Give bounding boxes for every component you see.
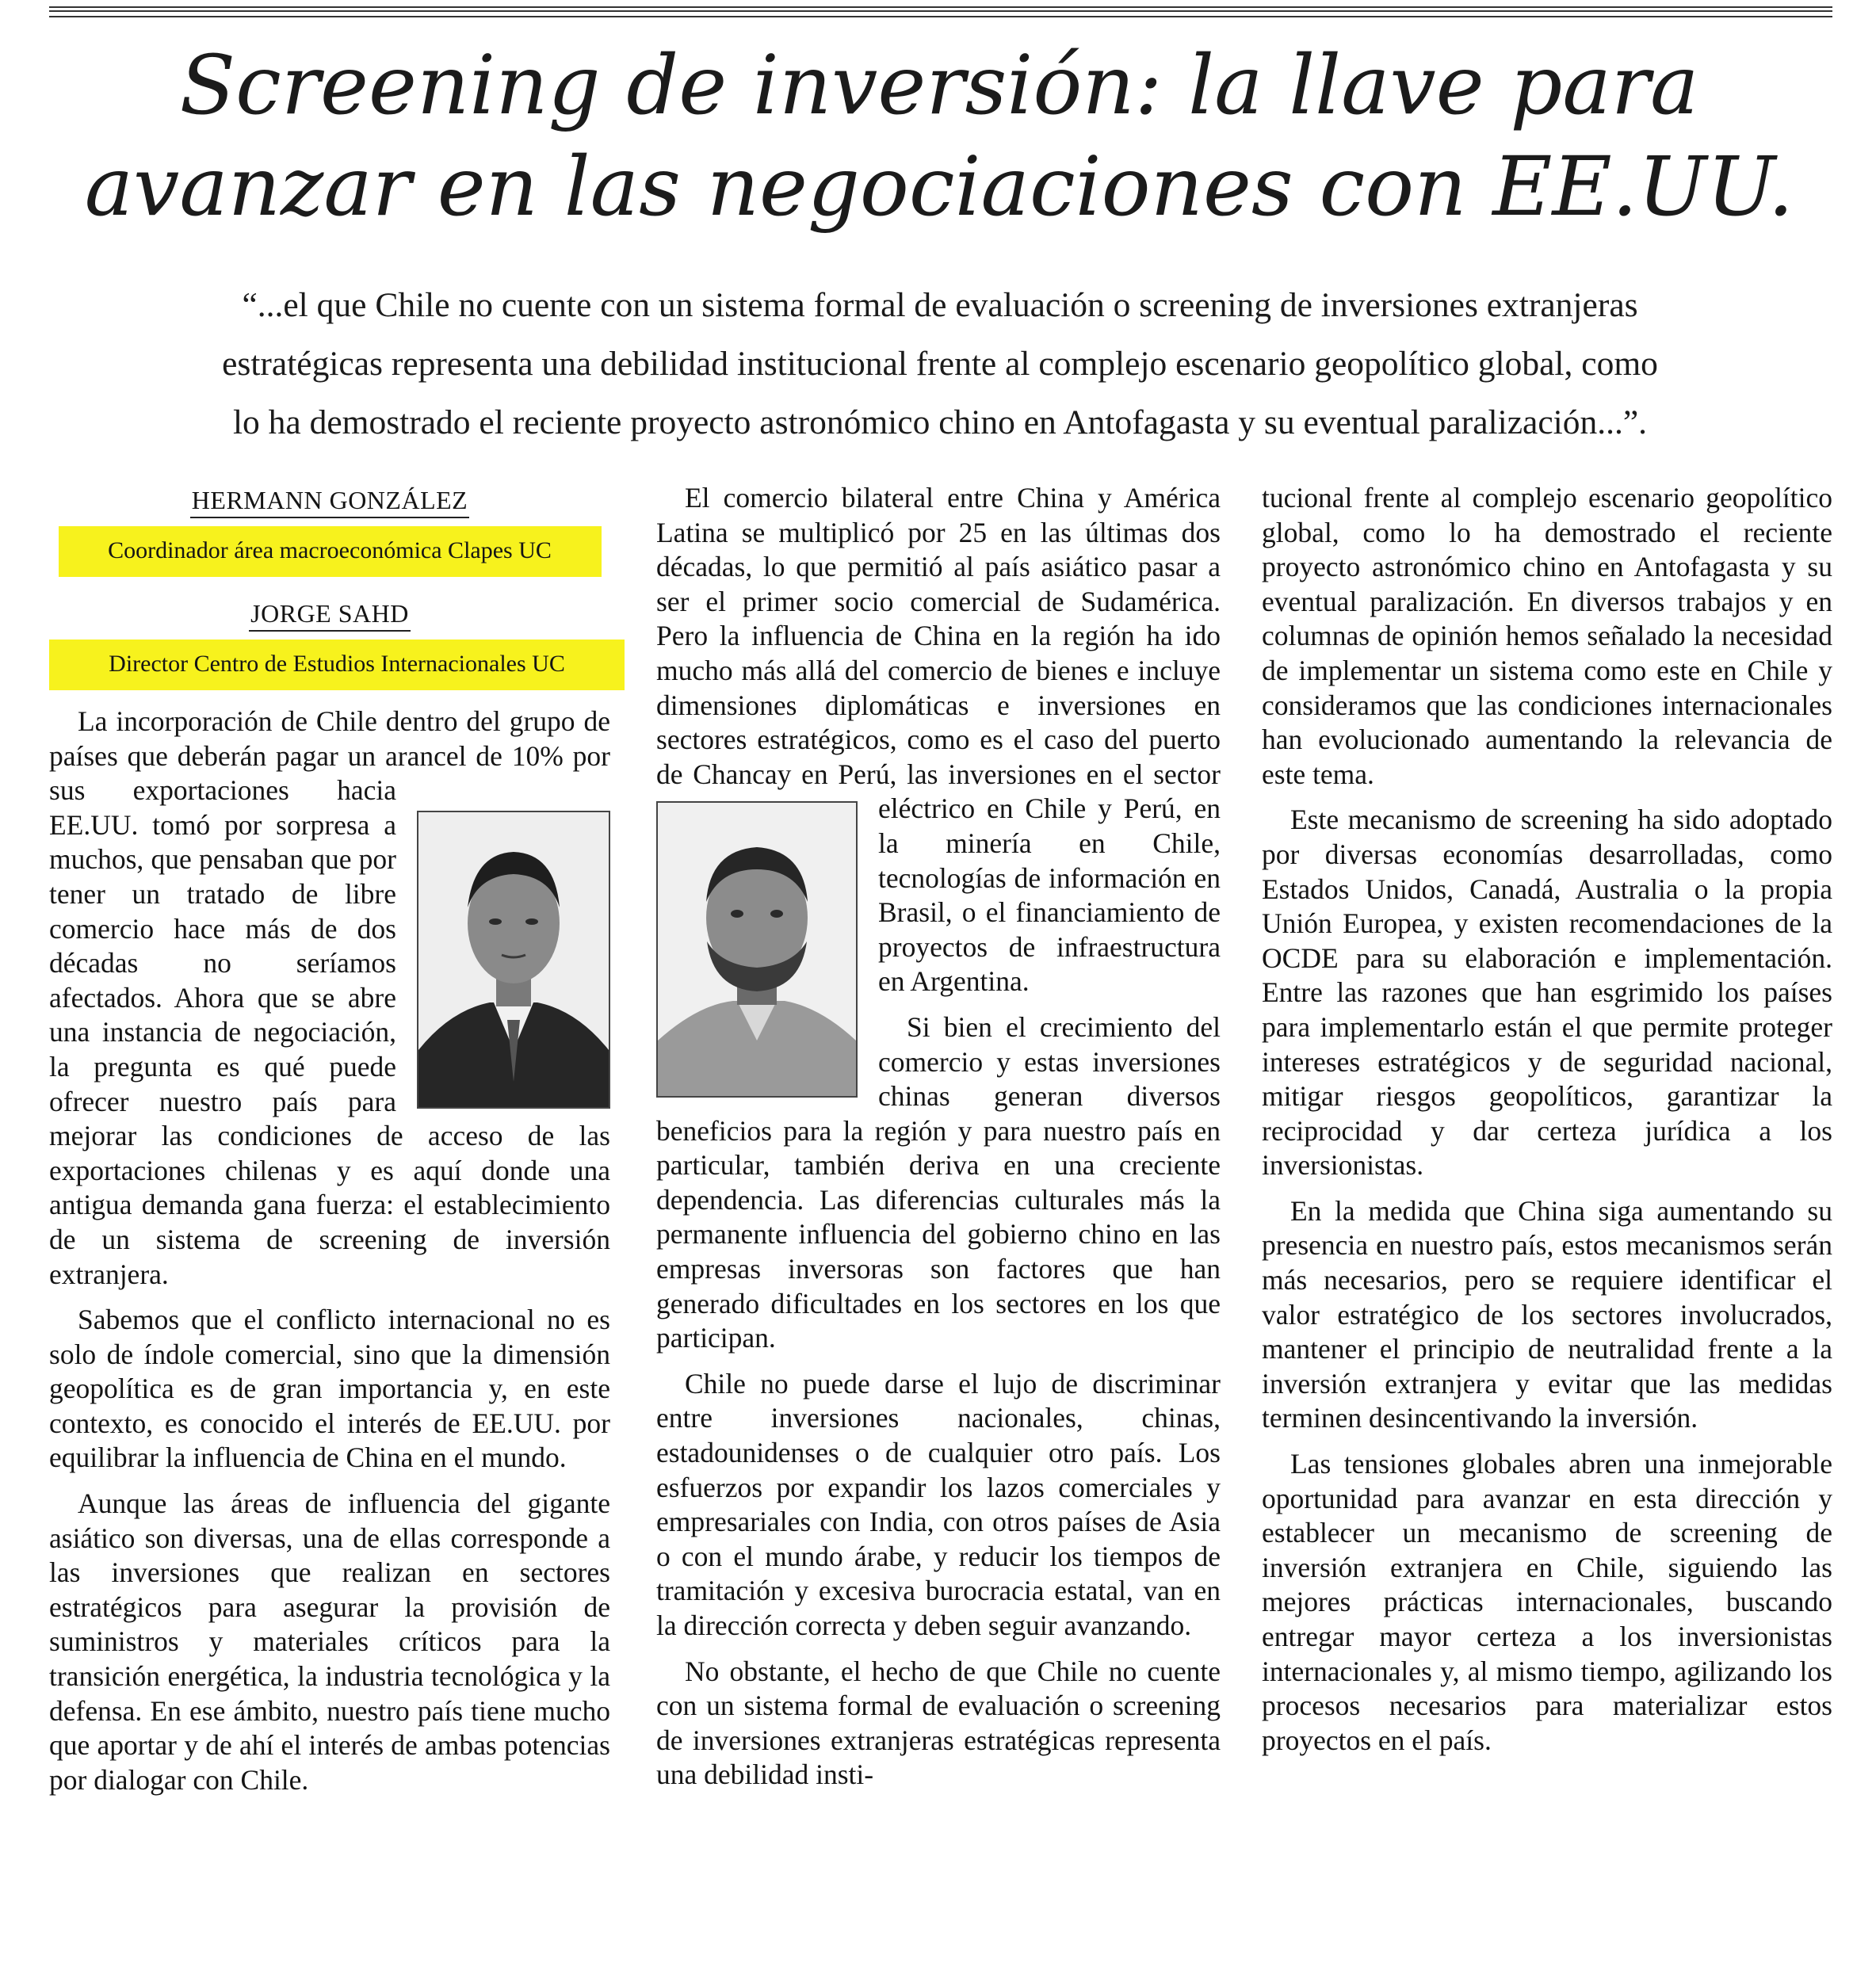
pull-quote-line-2: estratégicas representa una debilidad institucional frente al complejo escenario geopolítico global, como (222, 345, 1658, 383)
article-column-3 (1262, 481, 1832, 1758)
author-photo-hermann (417, 811, 610, 1109)
author-photo-jorge (656, 801, 858, 1098)
portrait-illustration (418, 812, 609, 1107)
pull-quote-line-1: “...el que Chile no cuente con un sistema formal de evaluación o screening de inversiones extranjeras (242, 286, 1638, 324)
author-name: JORGE SAHD (249, 599, 411, 632)
paragraph: No obstante, el hecho de que Chile no cuente con un sistema formal de evaluación o screening de inversiones extranjeras estratégicas representa una debilidad insti- (656, 1655, 1221, 1791)
top-rule (49, 6, 1832, 17)
paragraph: La incorporación de Chile dentro del grupo de países que deberán pagar un arancel de 10% por sus exportaciones hacia EE.UU. tomó por sorpresa a muchos, que pensaban que por tener un tratado de libre comercio hace más de dos décadas no seríamos afectados. Ahora que se abre una instancia de negociación, la pregunta es qué puede ofrecer nuestro país para mejorar las condiciones de acceso de las exportaciones chilenas y es aquí donde una antigua demanda gana fuerza: el establecimiento de un sistema de screening de inversión extranjera. (49, 705, 610, 1290)
byline-author-1 (49, 481, 610, 577)
paragraph: Este mecanismo de screening ha sido adoptado por diversas economías desarrolladas, como Estados Unidos, Canadá, Australia o la propia Unión Europea, y existen recomendaciones de la OCDE para su elaboración e implementación. Entre las razones que han esgrimido los países para implementarlo están el que permite proteger intereses estratégicos y de seguridad nacional, mitigar riesgos geopolíticos, garantizar la reciprocidad y dar certeza jurídica a los inversionistas. (1262, 804, 1832, 1182)
author-role: Coordinador área macroeconómica Clapes UC (59, 526, 602, 577)
paragraph: Sabemos que el conflicto internacional no es solo de índole comercial, sino que la dimensión geopolítica es de gran importancia y, en este contexto, es conocido el interés de EE.UU. por equilibrar la influencia de China en el mundo. (49, 1304, 610, 1474)
paragraph: tucional frente al complejo escenario geopolítico global, como lo ha demostrado el reciente proyecto astronómico chino en Antofagasta y su eventual paralización. En diversos trabajos y en columnas de opinión hemos señalado la necesidad de implementar un sistema como este en Chile y consideramos que las condiciones internacionales han evolucionado aumentando la relevancia de este tema. (1262, 482, 1832, 790)
paragraph: Aunque las áreas de influencia del gigante asiático son diversas, una de ellas corresponde a las inversiones que realizan en sectores estratégicos para asegurar la provisión de suministros y materiales críticos para la transición energética, la industria tecnológica y la defensa. En ese ámbito, nuestro país tiene mucho que aportar y de ahí el interés de ambas potencias por dialogar con Chile. (49, 1487, 610, 1796)
paragraph: Si bien el crecimiento del comercio y estas inversiones chinas generan diversos beneficios para la región y para nuestro país en particular, también deriva en una creciente dependencia. Las diferencias culturales más la permanente influencia del gobierno chino en las empresas inversoras son factores que han generado dificultades en los sectores en los que participan. (656, 1010, 1221, 1354)
headline (48, 35, 1831, 238)
paragraph: En la medida que China siga aumentando su presencia en nuestro país, estos mecanismos serán más necesarios, pero se requiere identificar el valor estratégico de los sectores involucrados, mantener el principio de neutralidad frente a la inversión extranjera y evitar que las medidas terminen desincentivando la inversión. (1262, 1194, 1832, 1434)
paragraph: Las tensiones globales abren una inmejorable oportunidad para avanzar en esta dirección y establecer un mecanismo de screening de inversión extranjera en Chile, siguiendo las mejores prácticas internacionales, buscando entregar mayor certeza a los inversionistas internacionales y, al mismo tiempo, agilizando los procesos necesarios para materializar estos proyectos en el país. (1262, 1448, 1832, 1756)
column-1-text (49, 705, 610, 1797)
headline-line-2: avanzar en las negociaciones con EE.UU. (84, 139, 1794, 235)
byline-author-2 (49, 594, 610, 690)
author-name: HERMANN GONZÁLEZ (190, 486, 469, 518)
article-column-2 (656, 481, 1221, 1793)
paragraph: Chile no puede darse el lujo de discriminar entre inversiones nacionales, chinas, estadounidenses o de cualquier otro país. Los esfuerzos por expandir los lazos comerciales y empresariales con India, con otros países de Asia o con el mundo árabe, y reducir los tiempos de tramitación y excesiva burocracia estatal, van en la dirección correcta y deben seguir avanzando. (656, 1367, 1221, 1641)
portrait-illustration (658, 803, 856, 1096)
column-2-text (656, 481, 1221, 1793)
pull-quote (49, 276, 1831, 452)
article-column-1 (49, 481, 610, 1797)
column-3-text (1262, 481, 1832, 1758)
author-role: Director Centro de Estudios Internacionales UC (49, 640, 625, 690)
headline-line-1: Screening de inversión: la llave para (179, 38, 1699, 133)
paragraph: El comercio bilateral entre China y América Latina se multiplicó por 25 en las últimas dos décadas, lo que permitió al país asiático pasar a ser el primer socio comercial de Sudamérica. Pero la influencia de China en la región ha ido mucho más allá del comercio de bienes e incluye dimensiones diplomáticas e inversiones en sectores estratégicos, como es el caso del puerto de Chancay en Perú, las inversiones en el sector eléctrico en Chile y Perú, en la minería en Chile, tecnologías de información en Brasil, o el financiamiento de proyectos de infraestructura en Argentina. (656, 482, 1221, 998)
pull-quote-line-3: lo ha demostrado el reciente proyecto astronómico chino en Antofagasta y su eventual paralización...”. (232, 403, 1648, 441)
